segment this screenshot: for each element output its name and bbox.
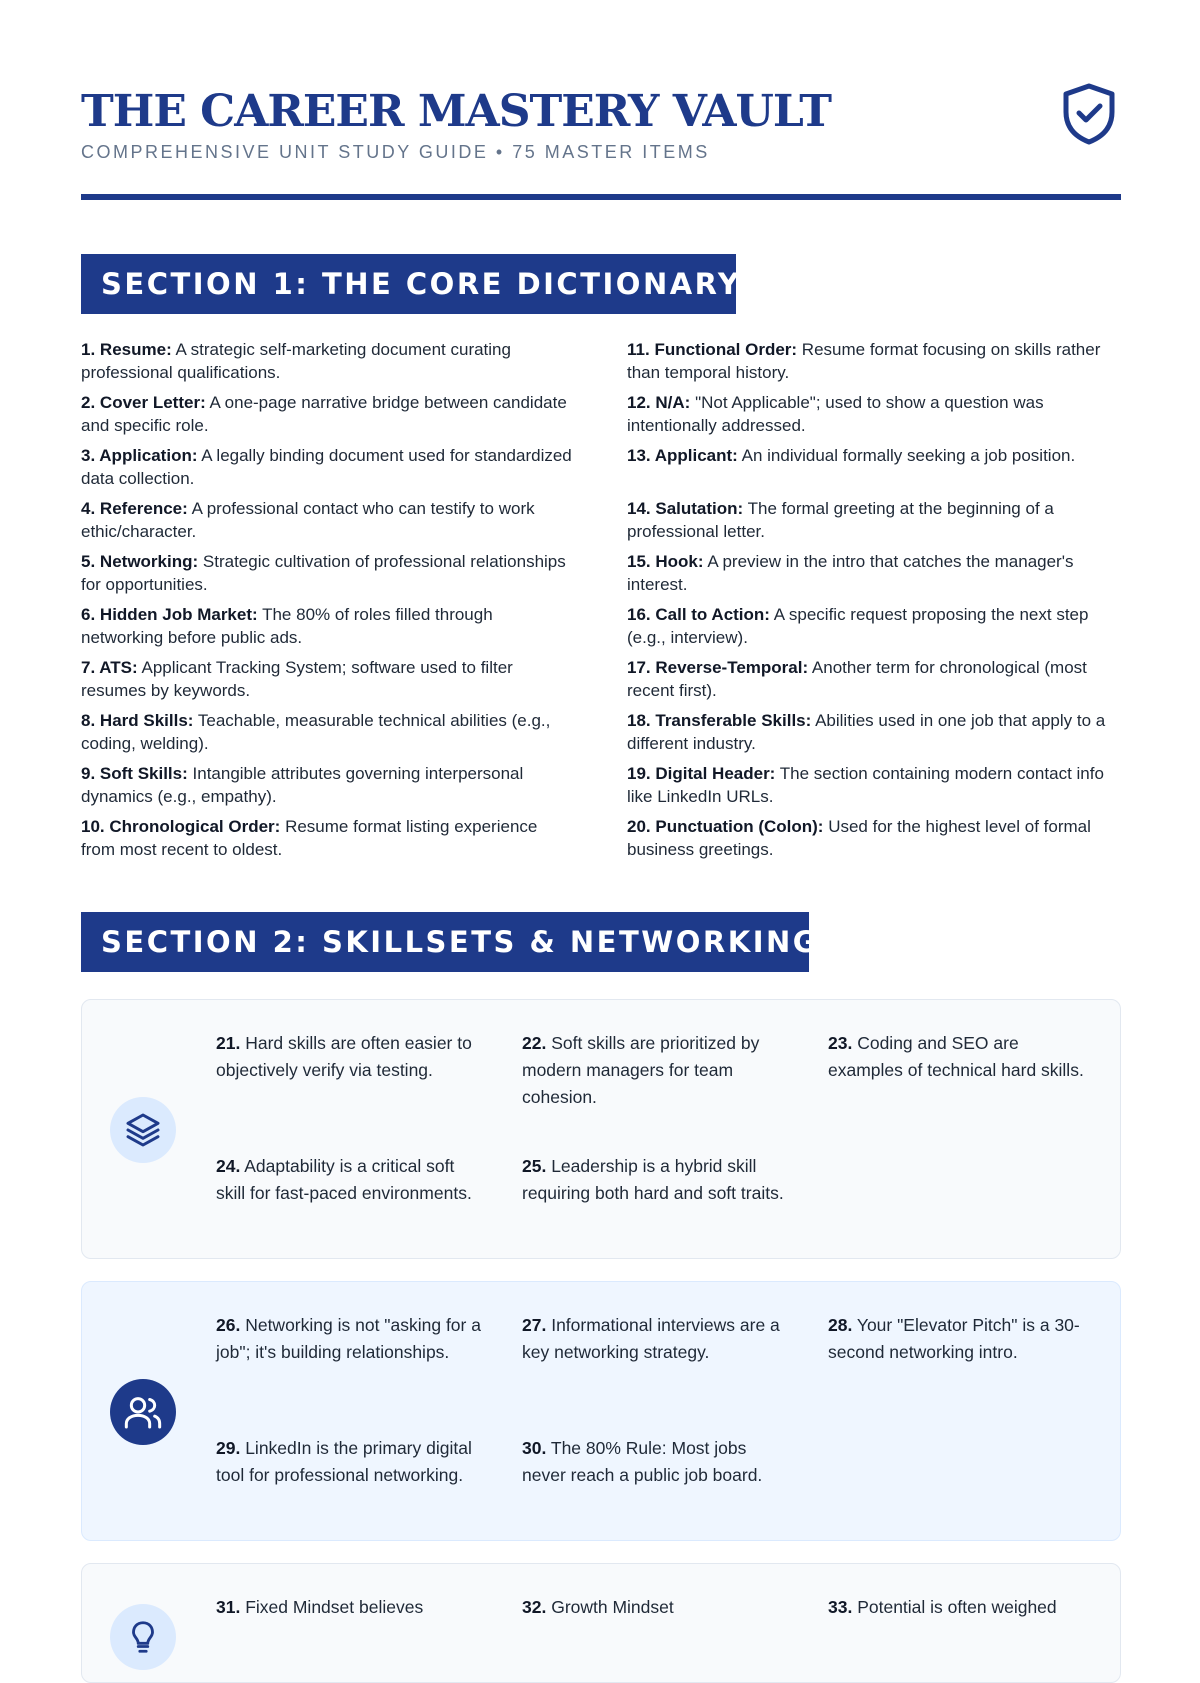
term-name: Soft Skills: (99, 764, 188, 783)
dictionary-term (627, 815, 1122, 868)
fact-number: 30. (522, 1438, 547, 1458)
term-label (627, 393, 690, 412)
term-definition: Used for the highest level of formal business greetings. (627, 817, 1091, 859)
term-definition: A professional contact who can testify to work ethic/character. (81, 499, 535, 541)
dictionary-term (627, 338, 1122, 391)
fact-number: 31. (216, 1597, 241, 1617)
term-label (81, 658, 138, 677)
page-subtitle: COMPREHENSIVE UNIT STUDY GUIDE • 75 MASTER ITEMS (81, 142, 710, 162)
term-label (81, 499, 188, 518)
term-label (627, 658, 808, 677)
fact-text: Networking is not "asking for a job"; it's building relationships. (216, 1315, 481, 1362)
header (81, 80, 1121, 200)
dictionary-term (81, 762, 576, 815)
fact-text: Informational interviews are a key networking strategy. (522, 1315, 780, 1362)
term-definition: A legally binding document used for standardized data collection. (81, 446, 572, 488)
dictionary-term (627, 603, 1122, 656)
term-label (81, 552, 198, 571)
fact-item (216, 1312, 484, 1366)
term-number: 6. (81, 605, 96, 624)
term-label (81, 605, 258, 624)
fact-number: 32. (522, 1597, 547, 1617)
term-definition: Resume format listing experience from most recent to oldest. (81, 817, 538, 859)
term-number: 18. (627, 711, 651, 730)
fact-text: Leadership is a hybrid skill requiring both hard and soft traits. (522, 1156, 784, 1203)
fact-number: 26. (216, 1315, 241, 1335)
term-definition: Resume format focusing on skills rather than temporal history. (627, 340, 1101, 382)
fact-number: 24. (216, 1156, 241, 1176)
dictionary-term (81, 603, 576, 656)
term-name: Salutation: (655, 499, 744, 518)
dictionary-term (627, 497, 1122, 550)
term-definition: Another term for chronological (most recent first). (627, 658, 1087, 700)
term-number: 14. (627, 499, 651, 518)
networking-card (81, 1281, 1121, 1541)
dictionary-term (81, 709, 576, 762)
term-number: 8. (81, 711, 96, 730)
fact-number: 25. (522, 1156, 547, 1176)
term-name: Cover Letter: (99, 393, 206, 412)
fact-number: 23. (828, 1033, 853, 1053)
term-label (627, 552, 704, 571)
fact-text: Coding and SEO are examples of technical hard skills. (828, 1033, 1084, 1080)
term-name: Resume: (99, 340, 172, 359)
users-icon (110, 1379, 176, 1445)
term-name: Reverse-Temporal: (655, 658, 809, 677)
section-1-banner: SECTION 1: THE CORE DICTIONARY (81, 254, 736, 314)
term-label (627, 446, 738, 465)
fact-text: Growth Mindset (551, 1597, 674, 1617)
fact-number: 29. (216, 1438, 241, 1458)
fact-item (216, 1153, 484, 1207)
fact-text: Fixed Mindset believes (245, 1597, 424, 1617)
term-label (627, 764, 775, 783)
fact-item (522, 1312, 790, 1366)
dictionary-term (627, 444, 1122, 497)
term-definition: Teachable, measurable technical abilities (e.g., coding, welding). (81, 711, 551, 753)
layers-icon (110, 1097, 176, 1163)
term-number: 5. (81, 552, 96, 571)
term-name: Functional Order: (654, 340, 798, 359)
term-name: Hard Skills: (99, 711, 194, 730)
skills-card (81, 999, 1121, 1259)
fact-item (216, 1594, 484, 1621)
term-name: Application: (99, 446, 198, 465)
term-definition: An individual formally seeking a job position. (741, 446, 1076, 465)
term-number: 17. (627, 658, 651, 677)
term-name: Applicant: (654, 446, 738, 465)
term-definition: The 80% of roles filled through networking before public ads. (81, 605, 493, 647)
dictionary-column-right (627, 338, 1122, 868)
term-definition: Applicant Tracking System; software used to filter resumes by keywords. (81, 658, 513, 700)
term-number: 7. (81, 658, 96, 677)
fact-number: 28. (828, 1315, 853, 1335)
dictionary-term (627, 656, 1122, 709)
term-number: 3. (81, 446, 96, 465)
term-label (81, 711, 193, 730)
term-name: Call to Action: (655, 605, 770, 624)
fact-item (522, 1435, 790, 1489)
dictionary-term (81, 391, 576, 444)
section-2-banner: SECTION 2: SKILLSETS & NETWORKING (81, 912, 809, 972)
dictionary-term (81, 656, 576, 709)
fact-text: The 80% Rule: Most jobs never reach a public job board. (522, 1438, 763, 1485)
term-label (81, 817, 280, 836)
term-label (627, 605, 770, 624)
fact-text: Adaptability is a critical soft skill for fast-paced environments. (216, 1156, 472, 1203)
term-label (627, 711, 811, 730)
term-name: N/A: (655, 393, 691, 412)
fact-item (828, 1030, 1096, 1084)
term-name: ATS: (99, 658, 138, 677)
mindset-card (81, 1563, 1121, 1683)
term-definition: Intangible attributes governing interpersonal dynamics (e.g., empathy). (81, 764, 524, 806)
dictionary-term (627, 391, 1122, 444)
term-number: 11. (627, 340, 650, 359)
term-name: Punctuation (Colon): (655, 817, 824, 836)
fact-number: 27. (522, 1315, 547, 1335)
term-number: 1. (81, 340, 96, 359)
term-label (81, 393, 206, 412)
dictionary-term (627, 709, 1122, 762)
term-name: Chronological Order: (109, 817, 281, 836)
fact-text: Hard skills are often easier to objectively verify via testing. (216, 1033, 472, 1080)
term-name: Reference: (99, 499, 188, 518)
term-label (81, 764, 188, 783)
fact-item (522, 1153, 790, 1207)
fact-number: 22. (522, 1033, 547, 1053)
shield-check-icon (1059, 82, 1119, 146)
fact-item (828, 1312, 1096, 1366)
fact-item (828, 1594, 1096, 1621)
term-definition: The formal greeting at the beginning of a professional letter. (627, 499, 1054, 541)
dictionary-term (627, 550, 1122, 603)
fact-item (216, 1030, 484, 1084)
fact-text: Potential is often weighed (857, 1597, 1057, 1617)
term-definition: A strategic self-marketing document curating professional qualifications. (81, 340, 511, 382)
dictionary-term (81, 444, 576, 497)
dictionary-term (81, 497, 576, 550)
term-label (627, 499, 743, 518)
header-divider (81, 194, 1121, 200)
term-definition: Strategic cultivation of professional relationships for opportunities. (81, 552, 566, 594)
term-number: 4. (81, 499, 96, 518)
term-name: Networking: (99, 552, 199, 571)
term-definition: A one-page narrative bridge between candidate and specific role. (81, 393, 567, 435)
term-number: 10. (81, 817, 105, 836)
term-label (81, 446, 198, 465)
term-number: 15. (627, 552, 651, 571)
fact-text: LinkedIn is the primary digital tool for professional networking. (216, 1438, 472, 1485)
term-name: Hook: (655, 552, 704, 571)
term-definition: A specific request proposing the next step (e.g., interview). (627, 605, 1089, 647)
fact-number: 33. (828, 1597, 853, 1617)
term-number: 16. (627, 605, 651, 624)
fact-text: Your "Elevator Pitch" is a 30-second networking intro. (828, 1315, 1080, 1362)
term-name: Digital Header: (655, 764, 776, 783)
lightbulb-icon (110, 1604, 176, 1670)
term-number: 13. (627, 446, 651, 465)
term-name: Transferable Skills: (655, 711, 812, 730)
term-name: Hidden Job Market: (99, 605, 258, 624)
fact-item (216, 1435, 484, 1489)
term-number: 9. (81, 764, 96, 783)
fact-item (522, 1030, 790, 1111)
fact-text: Soft skills are prioritized by modern managers for team cohesion. (522, 1033, 760, 1107)
term-number: 19. (627, 764, 651, 783)
term-label (627, 340, 797, 359)
page-title: THE CAREER MASTERY VAULT (81, 86, 832, 137)
term-number: 12. (627, 393, 651, 412)
term-number: 2. (81, 393, 96, 412)
term-definition: The section containing modern contact info like LinkedIn URLs. (627, 764, 1104, 806)
dictionary-term (81, 815, 576, 868)
dictionary-column-left (81, 338, 576, 868)
fact-item (522, 1594, 790, 1621)
term-label (627, 817, 823, 836)
term-definition: Abilities used in one job that apply to a different industry. (627, 711, 1106, 753)
term-definition: A preview in the intro that catches the manager's interest. (627, 552, 1074, 594)
dictionary-term (81, 338, 576, 391)
term-definition: "Not Applicable"; used to show a question was intentionally addressed. (627, 393, 1044, 435)
dictionary-term (627, 762, 1122, 815)
term-label (81, 340, 172, 359)
term-number: 20. (627, 817, 651, 836)
dictionary-term (81, 550, 576, 603)
fact-number: 21. (216, 1033, 241, 1053)
